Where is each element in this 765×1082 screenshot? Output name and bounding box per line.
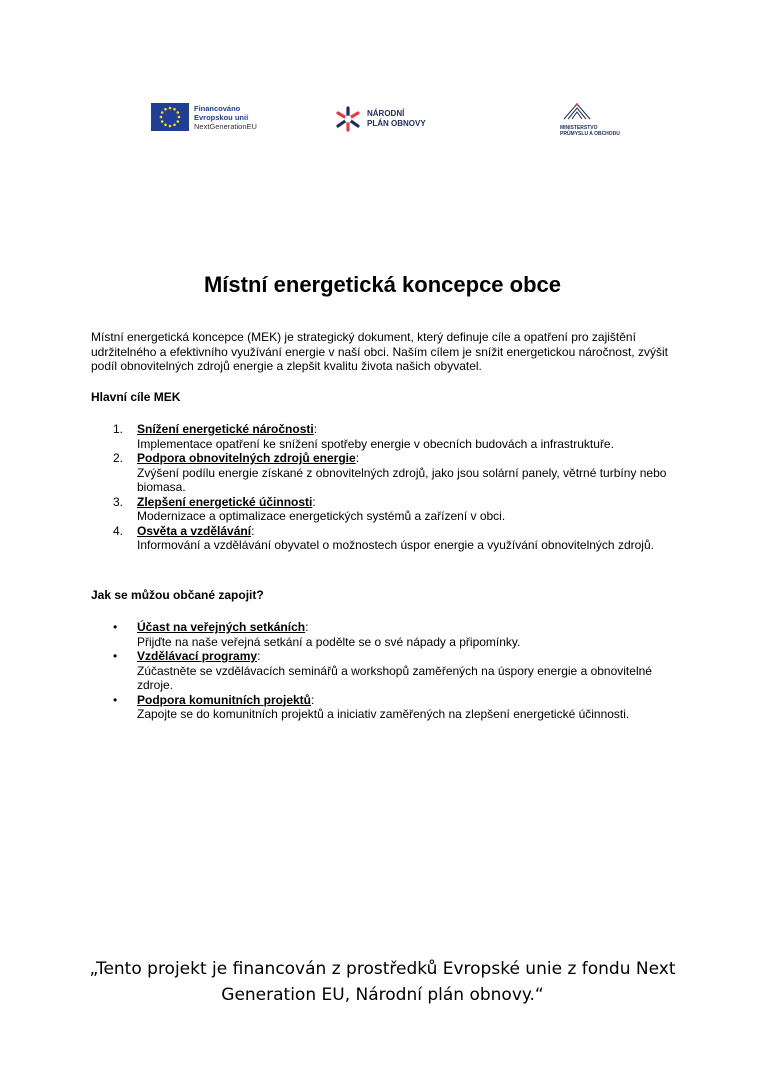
eu-funding-logo <box>151 103 257 131</box>
engage-description: Zapojte se do komunitních projektů a iniciativ zaměřených na zlepšení energetické účinnosti. <box>137 707 630 721</box>
goal-description: Modernizace a optimalizace energetických systémů a zařízení v obci. <box>137 509 506 523</box>
list-item: 3. Zlepšení energetické účinnosti: Modernizace a optimalizace energetických systémů a zařízení v obci. <box>91 495 691 524</box>
eu-logo-text <box>194 104 257 131</box>
mpo-logo <box>560 102 624 137</box>
funding-footer: „Tento projekt je financován z prostředků Evropské unie z fondu Next Generation EU, Národní plán obnovy.“ <box>89 959 676 1005</box>
engage-description: Přijďte na naše veřejná setkání a podělte se o své nápady a připomínky. <box>137 634 521 649</box>
npo-logo-line2: PLÁN OBNOVY <box>367 119 426 128</box>
document-title: Místní energetická koncepce obce <box>203 272 562 297</box>
engage-title: Vzdělávací programy <box>137 649 258 663</box>
goal-title: Podpora obnovitelných zdrojů energie <box>137 451 356 465</box>
list-item: 1. Snížení energetické náročnosti: Implementace opatření ke snížení spotřeby energie v obecních budovách a infrastruktuře. <box>91 422 691 451</box>
goal-description: Zvýšení podílu energie získané z obnovitelných zdrojů, jako jsou solární panely, větrné turbíny nebo biomasa. <box>137 465 667 494</box>
goals-list <box>91 422 691 553</box>
eu-logo-line3: NextGenerationEU <box>194 121 257 131</box>
mpo-logo-text <box>560 125 624 137</box>
npo-logo <box>333 105 426 133</box>
list-marker: 4. <box>113 523 124 538</box>
goal-title: Osvěta a vzdělávání <box>137 523 252 538</box>
goal-description: Implementace opatření ke snížení spotřeby energie v obecních budovách a infrastruktuře. <box>137 436 614 451</box>
engage-title: Účast na veřejných setkáních <box>137 620 306 634</box>
mpo-emblem-icon <box>560 102 594 120</box>
list-marker: 2. <box>113 451 124 465</box>
list-item: 2. Podpora obnovitelných zdrojů energie: Zvýšení podílu energie získané z obnovitelných zdrojů, jako jsou solární panely, větrné turbíny nebo biomasa. <box>91 451 691 495</box>
npo-logo-line1: NÁRODNÍ <box>367 109 405 118</box>
list-item: 4. Osvěta a vzdělávání: Informování a vzdělávání obyvatel o možnostech úspor energie a využívání obnovitelných zdrojů. <box>91 524 691 553</box>
engage-description: Zúčastněte se vzdělávacích seminářů a workshopů zaměřených na úspory energie a obnovitelné zdroje. <box>137 663 652 692</box>
list-item: • Podpora komunitních projektů: Zapojte se do komunitních projektů a iniciativ zaměřených na zlepšení energetické účinnosti. <box>91 693 691 722</box>
goal-description: Informování a vzdělávání obyvatel o možnostech úspor energie a využívání obnovitelných zdrojů. <box>137 538 654 552</box>
goals-heading: Hlavní cíle MEK <box>91 390 181 404</box>
eu-flag-icon <box>151 103 189 131</box>
engage-list <box>91 620 691 722</box>
eu-logo-line1: Financováno <box>194 103 241 113</box>
eu-logo-line2: Evropskou unií <box>194 112 249 122</box>
bullet-marker: • <box>113 620 118 634</box>
list-item: • Účast na veřejných setkáních: Přijďte na naše veřejná setkání a podělte se o své nápady a připomínky. <box>91 620 691 649</box>
mpo-logo-line1: MINISTERSTVO <box>560 125 598 131</box>
intro-paragraph: Místní energetická koncepce (MEK) je strategický dokument, který definuje cíle a opatření pro zajištění udržitelného a efektivního využívání energie v naší obci. Naším cílem je snížit energetickou náročnost, zvýšit podíl obnovitelných zdrojů energie a zlepšit kvalitu života našich obyvatel. <box>91 330 668 373</box>
npo-logo-text <box>367 109 426 129</box>
bullet-marker: • <box>113 649 118 663</box>
mpo-logo-line2: PRŮMYSLU A OBCHODU <box>560 131 620 137</box>
engage-heading: Jak se můžou občané zapojit? <box>91 588 264 602</box>
list-marker: 3. <box>113 494 124 509</box>
bullet-marker: • <box>113 692 118 707</box>
goal-title: Snížení energetické náročnosti <box>137 422 314 436</box>
logo-bar <box>0 100 765 140</box>
goal-title: Zlepšení energetické účinnosti <box>137 494 313 509</box>
engage-title: Podpora komunitních projektů <box>137 692 312 707</box>
list-item: • Vzdělávací programy: Zúčastněte se vzdělávacích seminářů a workshopů zaměřených na úspory energie a obnovitelné zdroje. <box>91 649 691 693</box>
list-marker: 1. <box>113 422 124 436</box>
npo-star-icon <box>333 105 363 133</box>
